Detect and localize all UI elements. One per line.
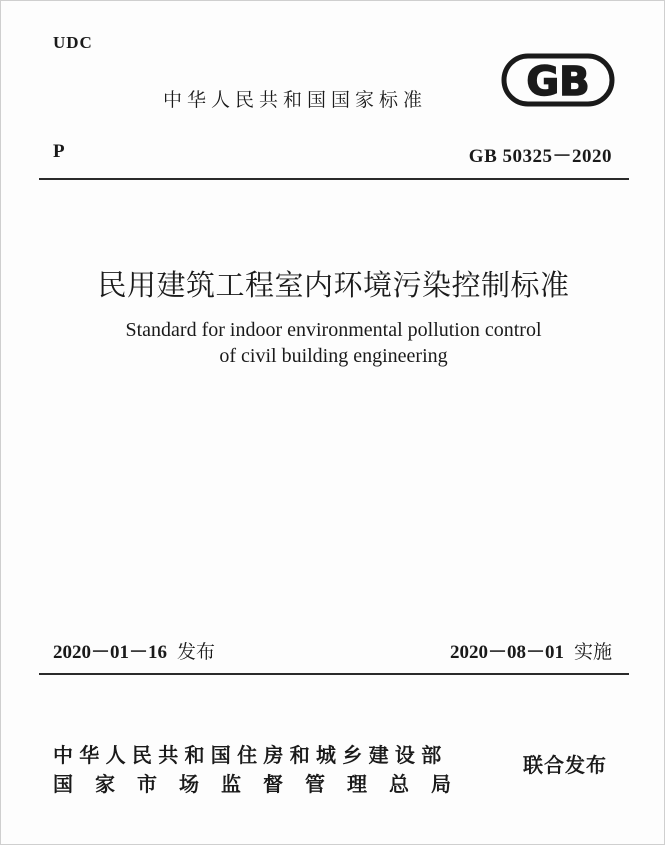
issue-date-block xyxy=(53,637,215,664)
publisher-administration: 国家市场监督管理总局 xyxy=(53,772,473,796)
title-chinese: 民用建筑工程室内环境污染控制标准 xyxy=(97,268,570,302)
implement-label: 实施 xyxy=(573,641,612,663)
classification-code: P xyxy=(53,141,65,162)
publisher-ministry: 中华人民共和国住房和城乡建设部 xyxy=(53,743,448,767)
national-standard-label: 中华人民共和国国家标准 xyxy=(163,89,428,111)
title-english-line2: of civil building engineering xyxy=(219,345,448,367)
gb-logo xyxy=(501,53,615,107)
issue-date: 2020－01－16 xyxy=(53,642,168,663)
title-english-line1: Standard for indoor environmental pollution control xyxy=(125,319,542,341)
header-divider xyxy=(39,178,629,180)
udc-code: UDC xyxy=(53,33,93,52)
footer-divider xyxy=(39,673,629,675)
standard-number: GB 50325－2020 xyxy=(468,146,612,167)
gb-logo-text: GB xyxy=(526,59,590,105)
joint-release-label: 联合发布 xyxy=(523,753,607,777)
implement-date: 2020－08－01 xyxy=(449,642,564,663)
issue-label: 发布 xyxy=(177,641,216,663)
implement-date-block xyxy=(450,637,612,664)
